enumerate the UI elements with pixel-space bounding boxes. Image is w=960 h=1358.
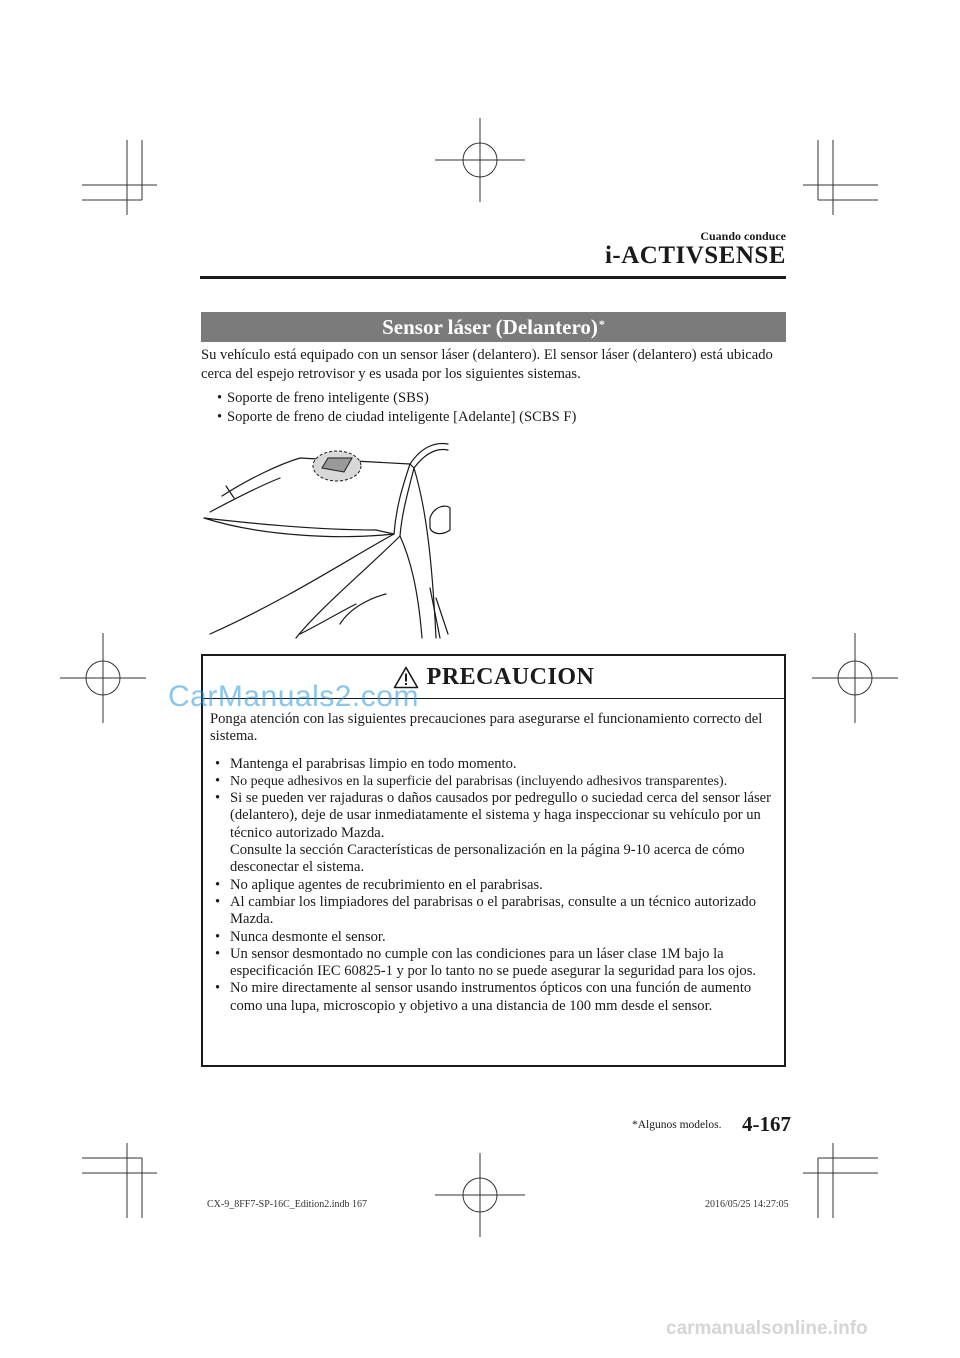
header-rule — [200, 276, 786, 279]
caution-title: PRECAUCION — [426, 663, 595, 690]
caution-body — [203, 699, 784, 1015]
bullet-icon: • — [215, 876, 221, 893]
list-item: • Soporte de freno inteligente (SBS) — [217, 390, 429, 406]
list-item: • Nunca desmonte el sensor. — [215, 928, 386, 945]
some-models-mark: * — [598, 316, 605, 331]
list-item: • Al cambiar los limpiadores del parabrisas o el parabrisas, consulte a un técnico autorizado Mazda. — [215, 893, 757, 928]
list-item: • Mantenga el parabrisas limpio en todo momento. — [215, 755, 517, 772]
caution-list — [210, 756, 776, 1015]
bullet-icon: • — [215, 790, 221, 807]
footnote: *Algunos modelos. — [632, 1119, 722, 1131]
section-label: Cuando conduce — [700, 229, 786, 243]
caution-intro: Ponga atención con las siguientes precauciones para asegurarse el funcionamiento correcto del sistema. — [210, 711, 763, 745]
list-item: • No mire directamente al sensor usando instrumentos ópticos con una función de aumento como una lupa, microscopio y objetivo a una distancia de 100 mm desde el sensor. — [215, 980, 752, 1014]
site-watermark: carmanualsonline.info — [666, 1318, 868, 1339]
systems-list — [217, 389, 777, 427]
windshield-sensor-illustration — [200, 438, 452, 640]
list-item: • No aplique agentes de recubrimiento en el parabrisas. — [215, 876, 543, 893]
print-date-info: 2016/05/25 14:27:05 — [705, 1199, 789, 1210]
list-item: • No peque adhesivos en la superficie del parabrisas (incluyendo adhesivos transparentes). — [215, 772, 728, 789]
bullet-icon: • — [215, 893, 221, 910]
bullet-icon: • — [215, 755, 221, 772]
section-title: Sensor láser (Delantero) — [382, 314, 598, 339]
carmanuals-watermark: CarManuals2.com — [168, 680, 419, 713]
bullet-icon: • — [217, 390, 223, 406]
section-heading — [201, 312, 786, 342]
print-file-info: CX-9_8FF7-SP-16C_Edition2.indb 167 — [207, 1199, 368, 1210]
chapter-title: i-ACTIVSENSE — [604, 242, 786, 269]
caution-box — [201, 654, 786, 1067]
bullet-icon: • — [217, 409, 223, 425]
bullet-icon: • — [215, 980, 221, 997]
list-item: • Si se pueden ver rajaduras o daños causados por pedregullo o suciedad cerca del sensor láser (delantero), deje de usar inmediatamente el sistema y haga inspeccionar su vehículo por un técnico autorizado Mazda. Consulte la sección Características de personalización en la página 9-10 acerca de cómo desconectar el sistema. — [215, 790, 771, 876]
intro-paragraph: Su vehículo está equipado con un sensor láser (delantero). El sensor láser (delantero) está ubicado cerca del espejo retrovisor y es usada por los siguientes sistemas. — [201, 347, 773, 382]
list-item: • Soporte de freno de ciudad inteligente [Adelante] (SCBS F) — [217, 409, 577, 425]
page-number: 4-167 — [742, 1112, 791, 1136]
list-item: • Un sensor desmontado no cumple con las condiciones para un láser clase 1M bajo la especificación IEC 60825-1 y por lo tanto no se puede asegurar la seguridad para los ojos. — [215, 945, 757, 980]
personalization-note: Consulte la sección Características de personalización en la página 9-10 acerca de cómo desconectar el sistema. — [230, 842, 745, 876]
bullet-icon: • — [215, 945, 221, 962]
bullet-icon: • — [215, 772, 221, 789]
bullet-icon: • — [215, 928, 221, 945]
